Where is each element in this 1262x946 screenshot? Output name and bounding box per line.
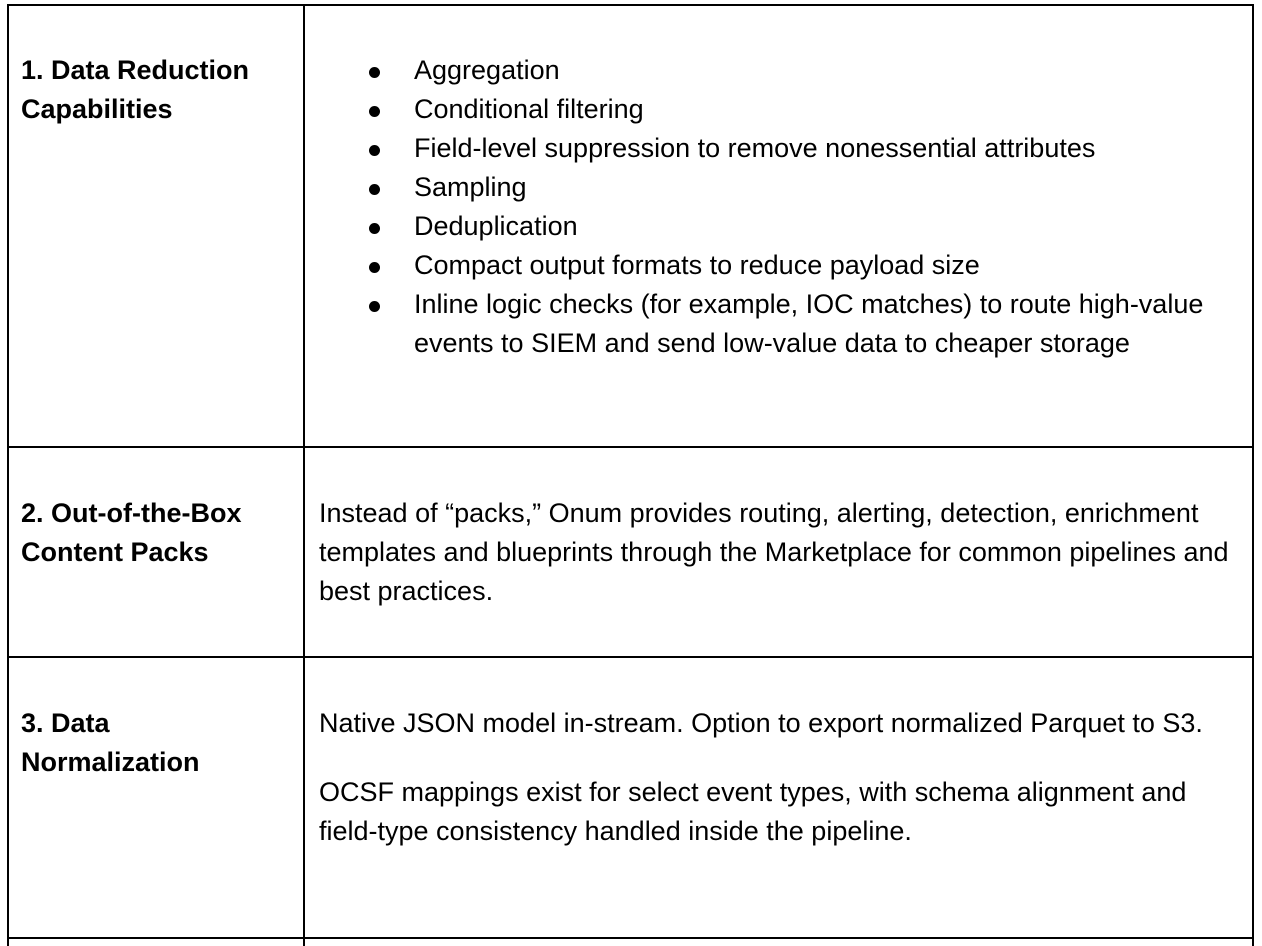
list-item-text: Compact output formats to reduce payload size [414, 250, 980, 280]
bullet-icon [369, 67, 380, 78]
row-3-content [319, 704, 1244, 851]
list-item-text: Inline logic checks (for example, IOC matches) to route high-value events to SIEM and send low-value data to cheaper storage [414, 289, 1204, 358]
table-border-right [1252, 4, 1254, 946]
data-reduction-list [319, 51, 1244, 363]
bullet-icon [369, 106, 380, 117]
column-divider [303, 4, 305, 946]
normalization-paragraph-2: OCSF mappings exist for select event types, with schema alignment and field-type consistency handled inside the pipeline. [319, 777, 1187, 846]
bullet-icon [369, 262, 380, 273]
list-item [319, 168, 1244, 207]
bullet-icon [369, 145, 380, 156]
row-2-label-line-1: 2. Out-of-the-Box [21, 498, 242, 528]
row-1-label-line-2: Capabilities [21, 94, 173, 124]
bullet-icon [369, 223, 380, 234]
row-divider-2 [7, 656, 1254, 658]
row-2-label-line-2: Content Packs [21, 537, 209, 567]
bullet-icon [369, 184, 380, 195]
list-item [319, 51, 1244, 90]
normalization-paragraph-1: Native JSON model in-stream. Option to export normalized Parquet to S3. [319, 708, 1203, 738]
bullet-icon [369, 301, 380, 312]
list-item-text: Field-level suppression to remove nonessential attributes [414, 133, 1096, 163]
row-divider-1 [7, 446, 1254, 448]
list-item-text: Conditional filtering [414, 94, 644, 124]
list-item-text: Sampling [414, 172, 527, 202]
list-item [319, 129, 1244, 168]
table-border-top [7, 4, 1254, 6]
row-1-label [21, 51, 291, 129]
row-3-label-line-1: 3. Data [21, 708, 110, 738]
content-packs-paragraph: Instead of “packs,” Onum provides routing, alerting, detection, enrichment templates and blueprints through the Marketplace for common pipelines and best practices. [319, 498, 1229, 606]
row-1-label-line-1: 1. Data Reduction [21, 55, 250, 85]
list-item [319, 246, 1244, 285]
table-border-left [7, 4, 9, 946]
row-divider-3 [7, 937, 1254, 939]
row-1-content [319, 51, 1244, 363]
list-item-text: Aggregation [414, 55, 560, 85]
row-2-content [319, 494, 1244, 611]
row-3-label-line-2: Normalization [21, 747, 200, 777]
list-item [319, 285, 1244, 363]
list-item [319, 90, 1244, 129]
list-item-text: Deduplication [414, 211, 578, 241]
row-2-label [21, 494, 291, 572]
row-3-label [21, 704, 291, 782]
list-item [319, 207, 1244, 246]
